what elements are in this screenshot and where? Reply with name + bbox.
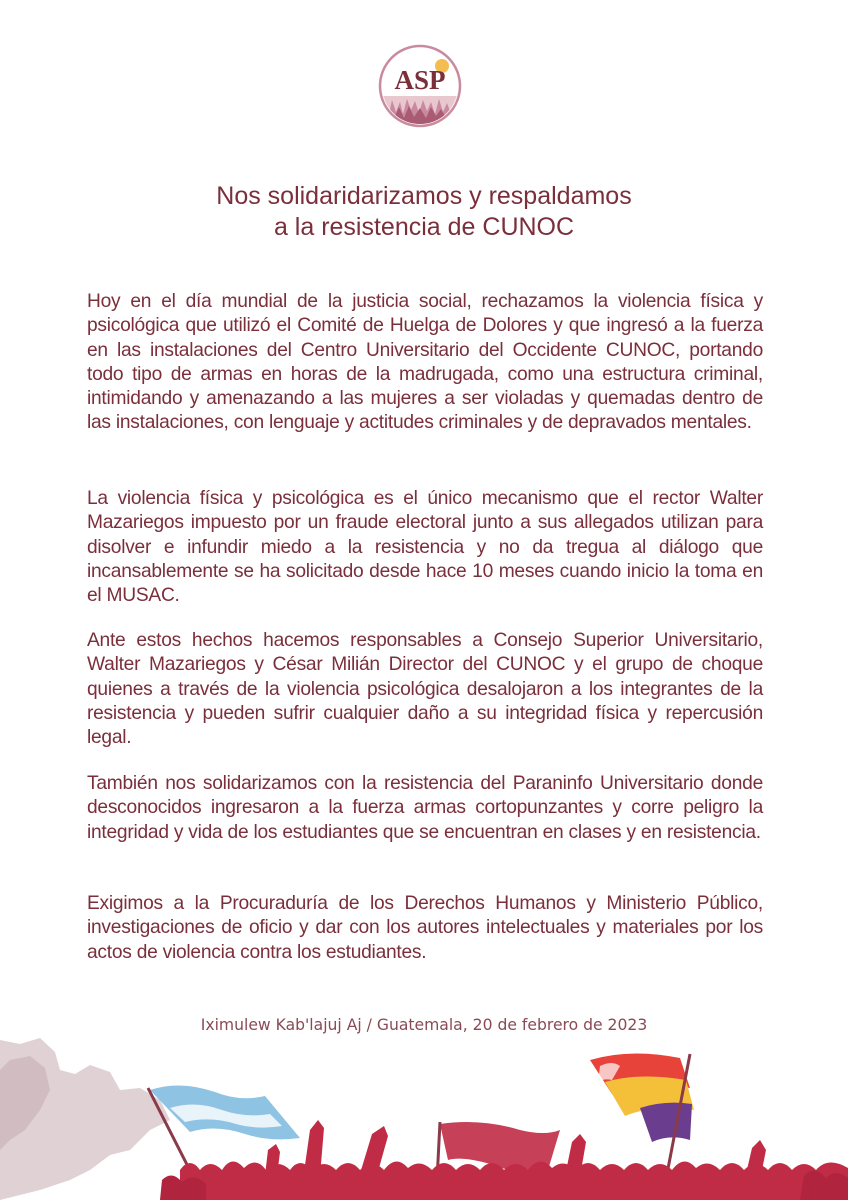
protest-crowd-illustration xyxy=(0,1030,848,1200)
paragraph-5: Exigimos a la Procuraduría de los Derechos Humanos y Ministerio Público, investigaciones de oficio y dar con los autores intelectuales y materiales por los actos de violencia contra los estudiantes. xyxy=(87,893,763,963)
page-title xyxy=(0,181,848,243)
paragraph-1: Hoy en el día mundial de la justicia social, rechazamos la violencia física y psicológica que utilizó el Comité de Huelga de Dolores y que ingresó a la fuerza en las instalaciones del Centro Universitario del Occidente CUNOC, portando todo tipo de armas en horas de la madrugada, como una estructura criminal, intimidando y amenazando a las mujeres a ser violadas y quemadas dentro de las instalaciones, con lenguaje y actitudes criminales y de depravados mentales. xyxy=(87,291,763,434)
signature-line: Iximulew Kab'lajuj Aj / Guatemala, 20 de febrero de 2023 xyxy=(200,1016,648,1034)
logo-text: ASP xyxy=(394,65,446,95)
paragraph-4: También nos solidarizamos con la resistencia del Paraninfo Universitario donde desconocidos ingresaron a la fuerza armas cortopunzantes y corre peligro la integridad y vida de los estudiantes que se encuentran en clases y en resistencia. xyxy=(87,773,763,843)
paragraph-3: Ante estos hechos hacemos responsables a Consejo Superior Universitario, Walter Mazariegos y César Milián Director del CUNOC y el grupo de choque quienes a través de la violencia psicológica desalojaron a los integrantes de la resistencia y pueden sufrir cualquier daño a su integridad física y repercusión legal. xyxy=(87,630,763,749)
asp-logo xyxy=(378,44,462,128)
title-line-1: Nos solidaridarizamos y respaldamos xyxy=(216,182,632,210)
title-line-2: a la resistencia de CUNOC xyxy=(273,213,575,241)
paragraph-2: La violencia física y psicológica es el único mecanismo que el rector Walter Mazariegos impuesto por un fraude electoral junto a sus allegados utilizan para disolver e infundir miedo a la resistencia y no da tregua al diálogo que incansablemente se ha solicitado desde hace 10 meses cuando inicio la toma en el MUSAC. xyxy=(87,488,763,607)
